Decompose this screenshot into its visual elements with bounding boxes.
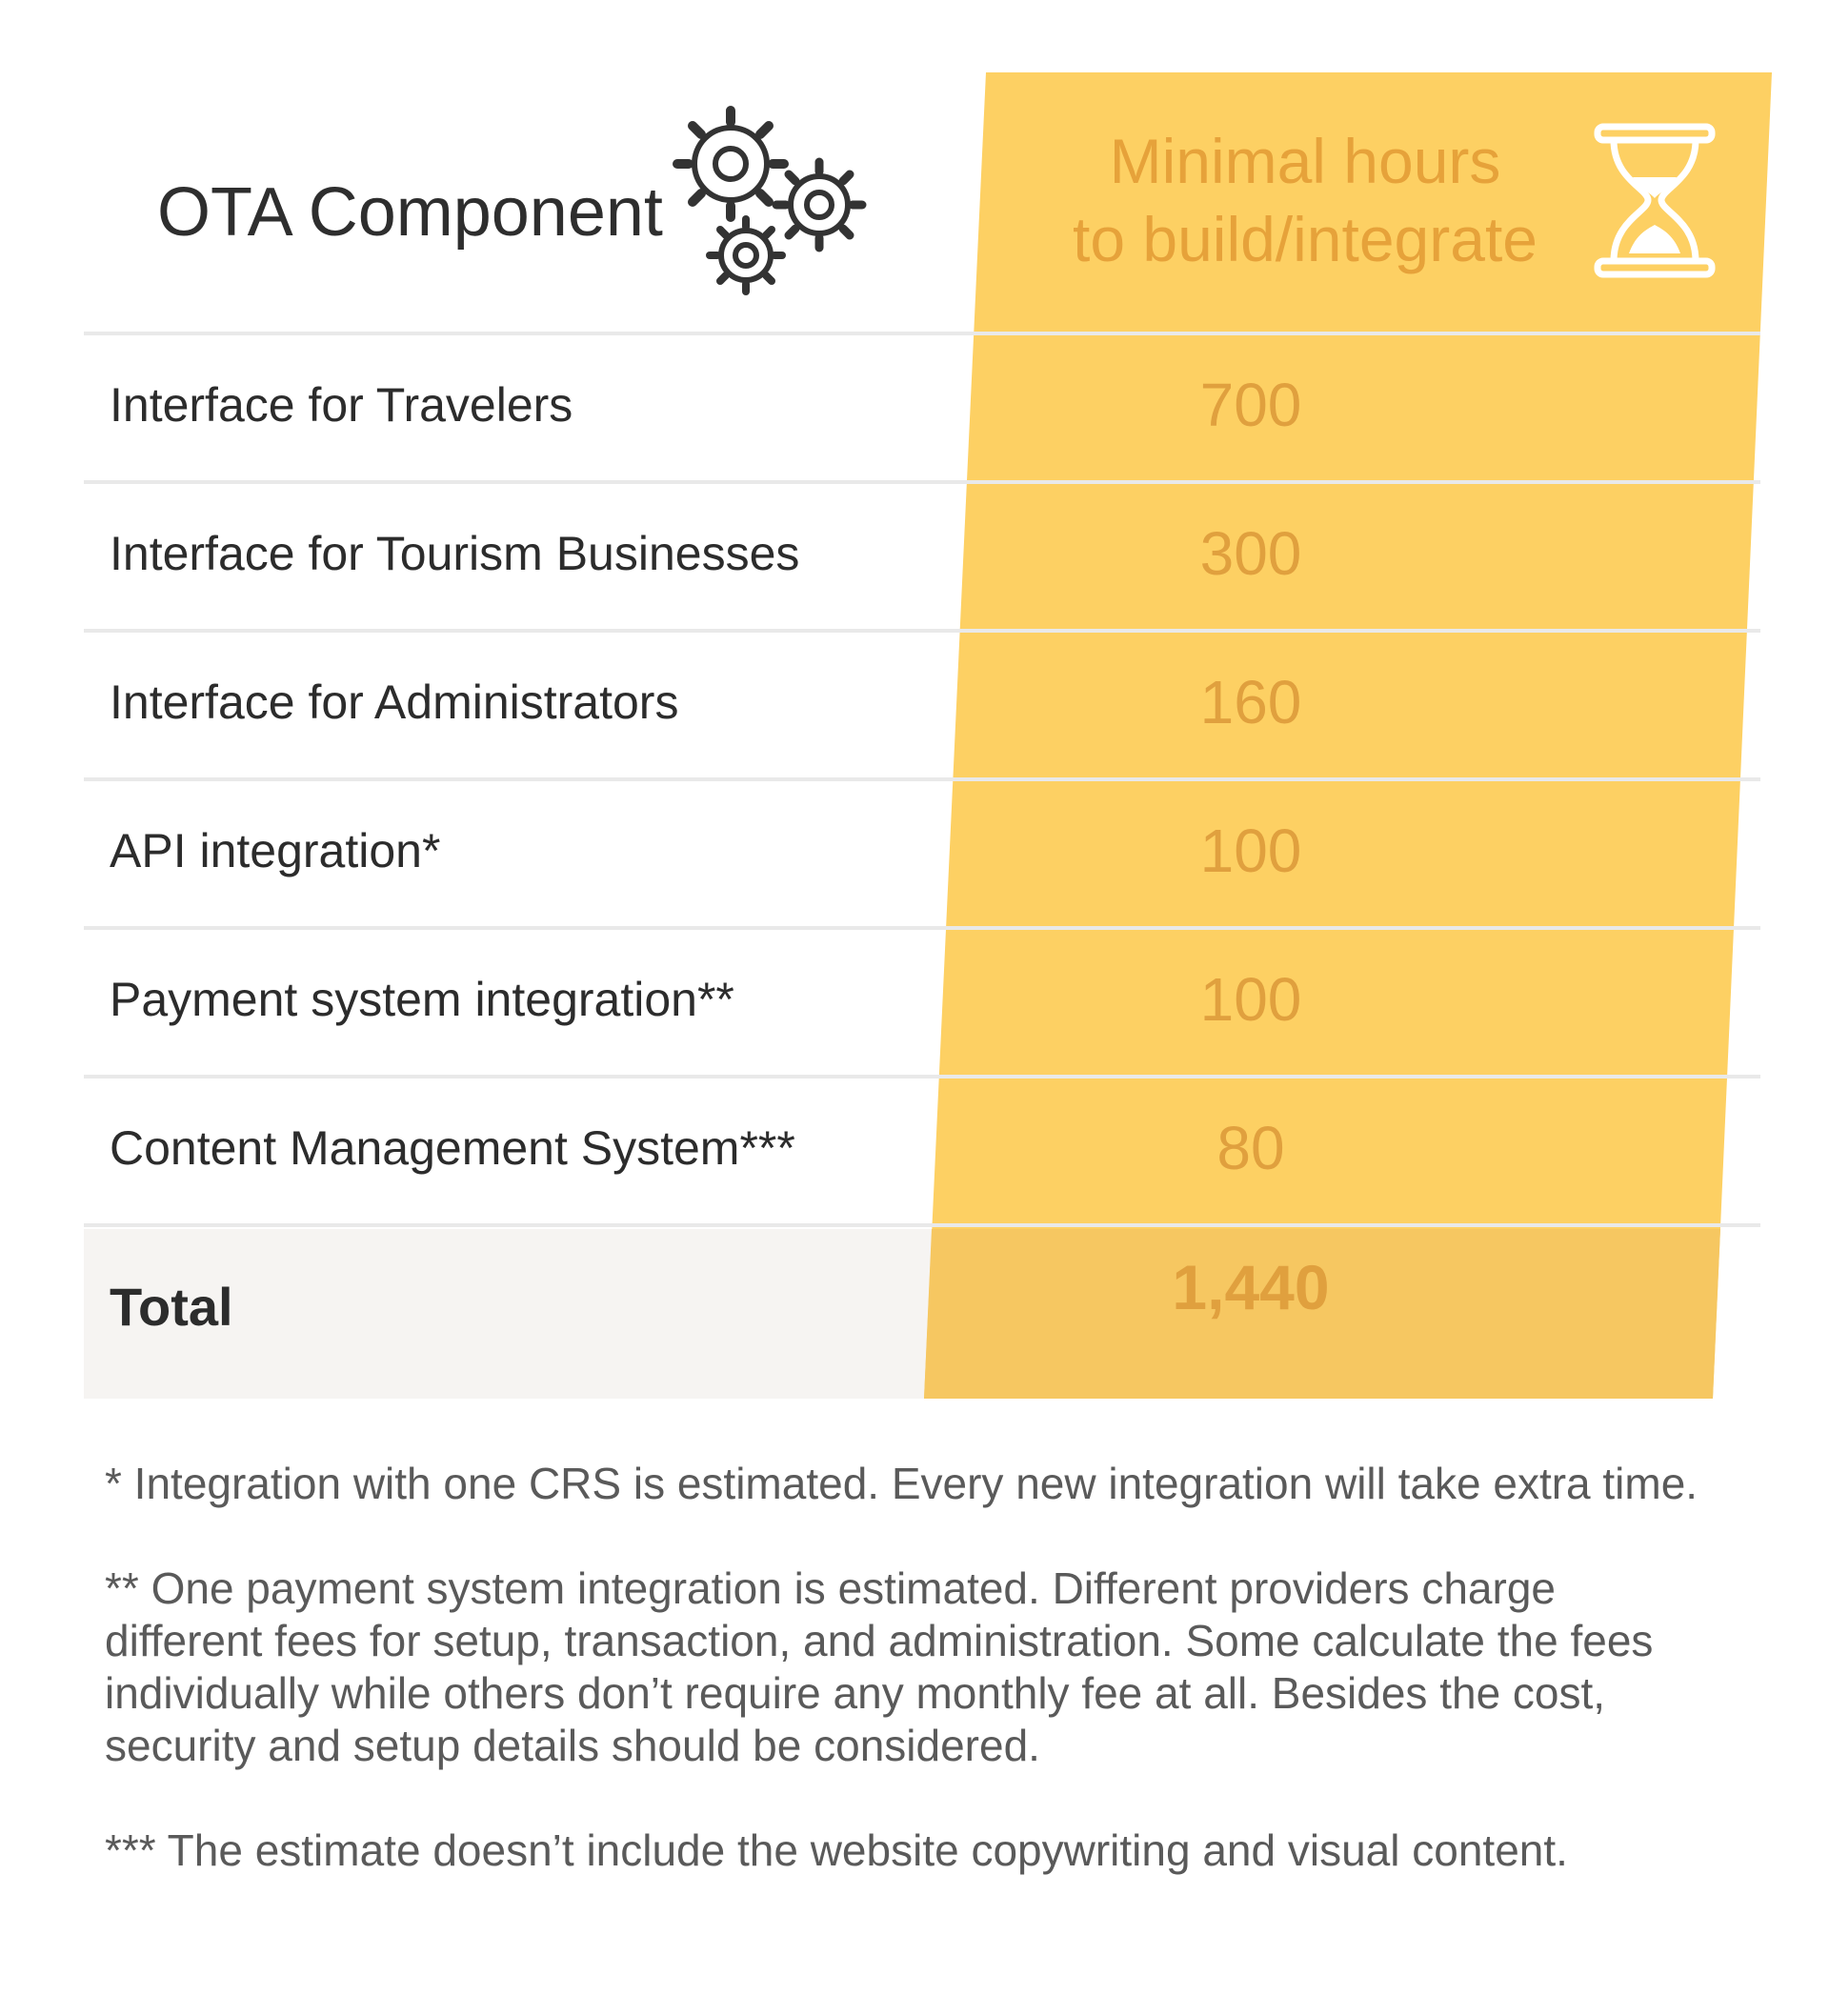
component-label: Payment system integration** [110, 973, 734, 1026]
footnote-3: *** The estimate doesn’t include the website copywriting and visual content. [105, 1825, 1568, 1875]
component-label: Interface for Administrators [110, 675, 679, 729]
hourglass-icon [1593, 122, 1717, 279]
hours-title-line2: to build/integrate [1072, 204, 1538, 274]
table-row [84, 1075, 1760, 1222]
hours-value: 700 [1199, 371, 1302, 439]
table-row [84, 926, 1760, 1074]
component-label: Content Management System*** [110, 1121, 795, 1175]
hours-value: 100 [1199, 965, 1302, 1034]
footnote-1: * Integration with one CRS is estimated. Every new integration will take extra time. [105, 1459, 1698, 1508]
gears-icon [672, 105, 872, 295]
table-row [84, 480, 1760, 628]
table-row [84, 777, 1760, 925]
total-row [84, 1223, 1760, 1399]
hours-value: 100 [1199, 816, 1302, 885]
component-column-title: OTA Component [157, 174, 663, 251]
hours-column-title [1019, 122, 1591, 278]
component-label: Interface for Tourism Businesses [110, 527, 800, 580]
hours-title-line1: Minimal hours [1109, 126, 1501, 196]
component-label: API integration* [110, 824, 441, 877]
table-row [84, 629, 1760, 776]
footnotes [105, 1458, 1705, 1929]
footnote-2: ** One payment system integration is estimated. Different providers charge different fees for setup, transaction, and administration. Some calculate the fees individually while others don’t require any monthly fee at all. Besides the cost, security and setup details should be considered. [105, 1563, 1654, 1770]
hours-value: 80 [1216, 1114, 1285, 1182]
row-divider [84, 1223, 1760, 1227]
table-row [84, 332, 1760, 479]
total-label: Total [110, 1277, 233, 1337]
component-label: Interface for Travelers [110, 378, 573, 432]
total-value: 1,440 [1172, 1252, 1330, 1322]
hours-value: 300 [1199, 519, 1302, 588]
hours-value: 160 [1199, 668, 1302, 736]
